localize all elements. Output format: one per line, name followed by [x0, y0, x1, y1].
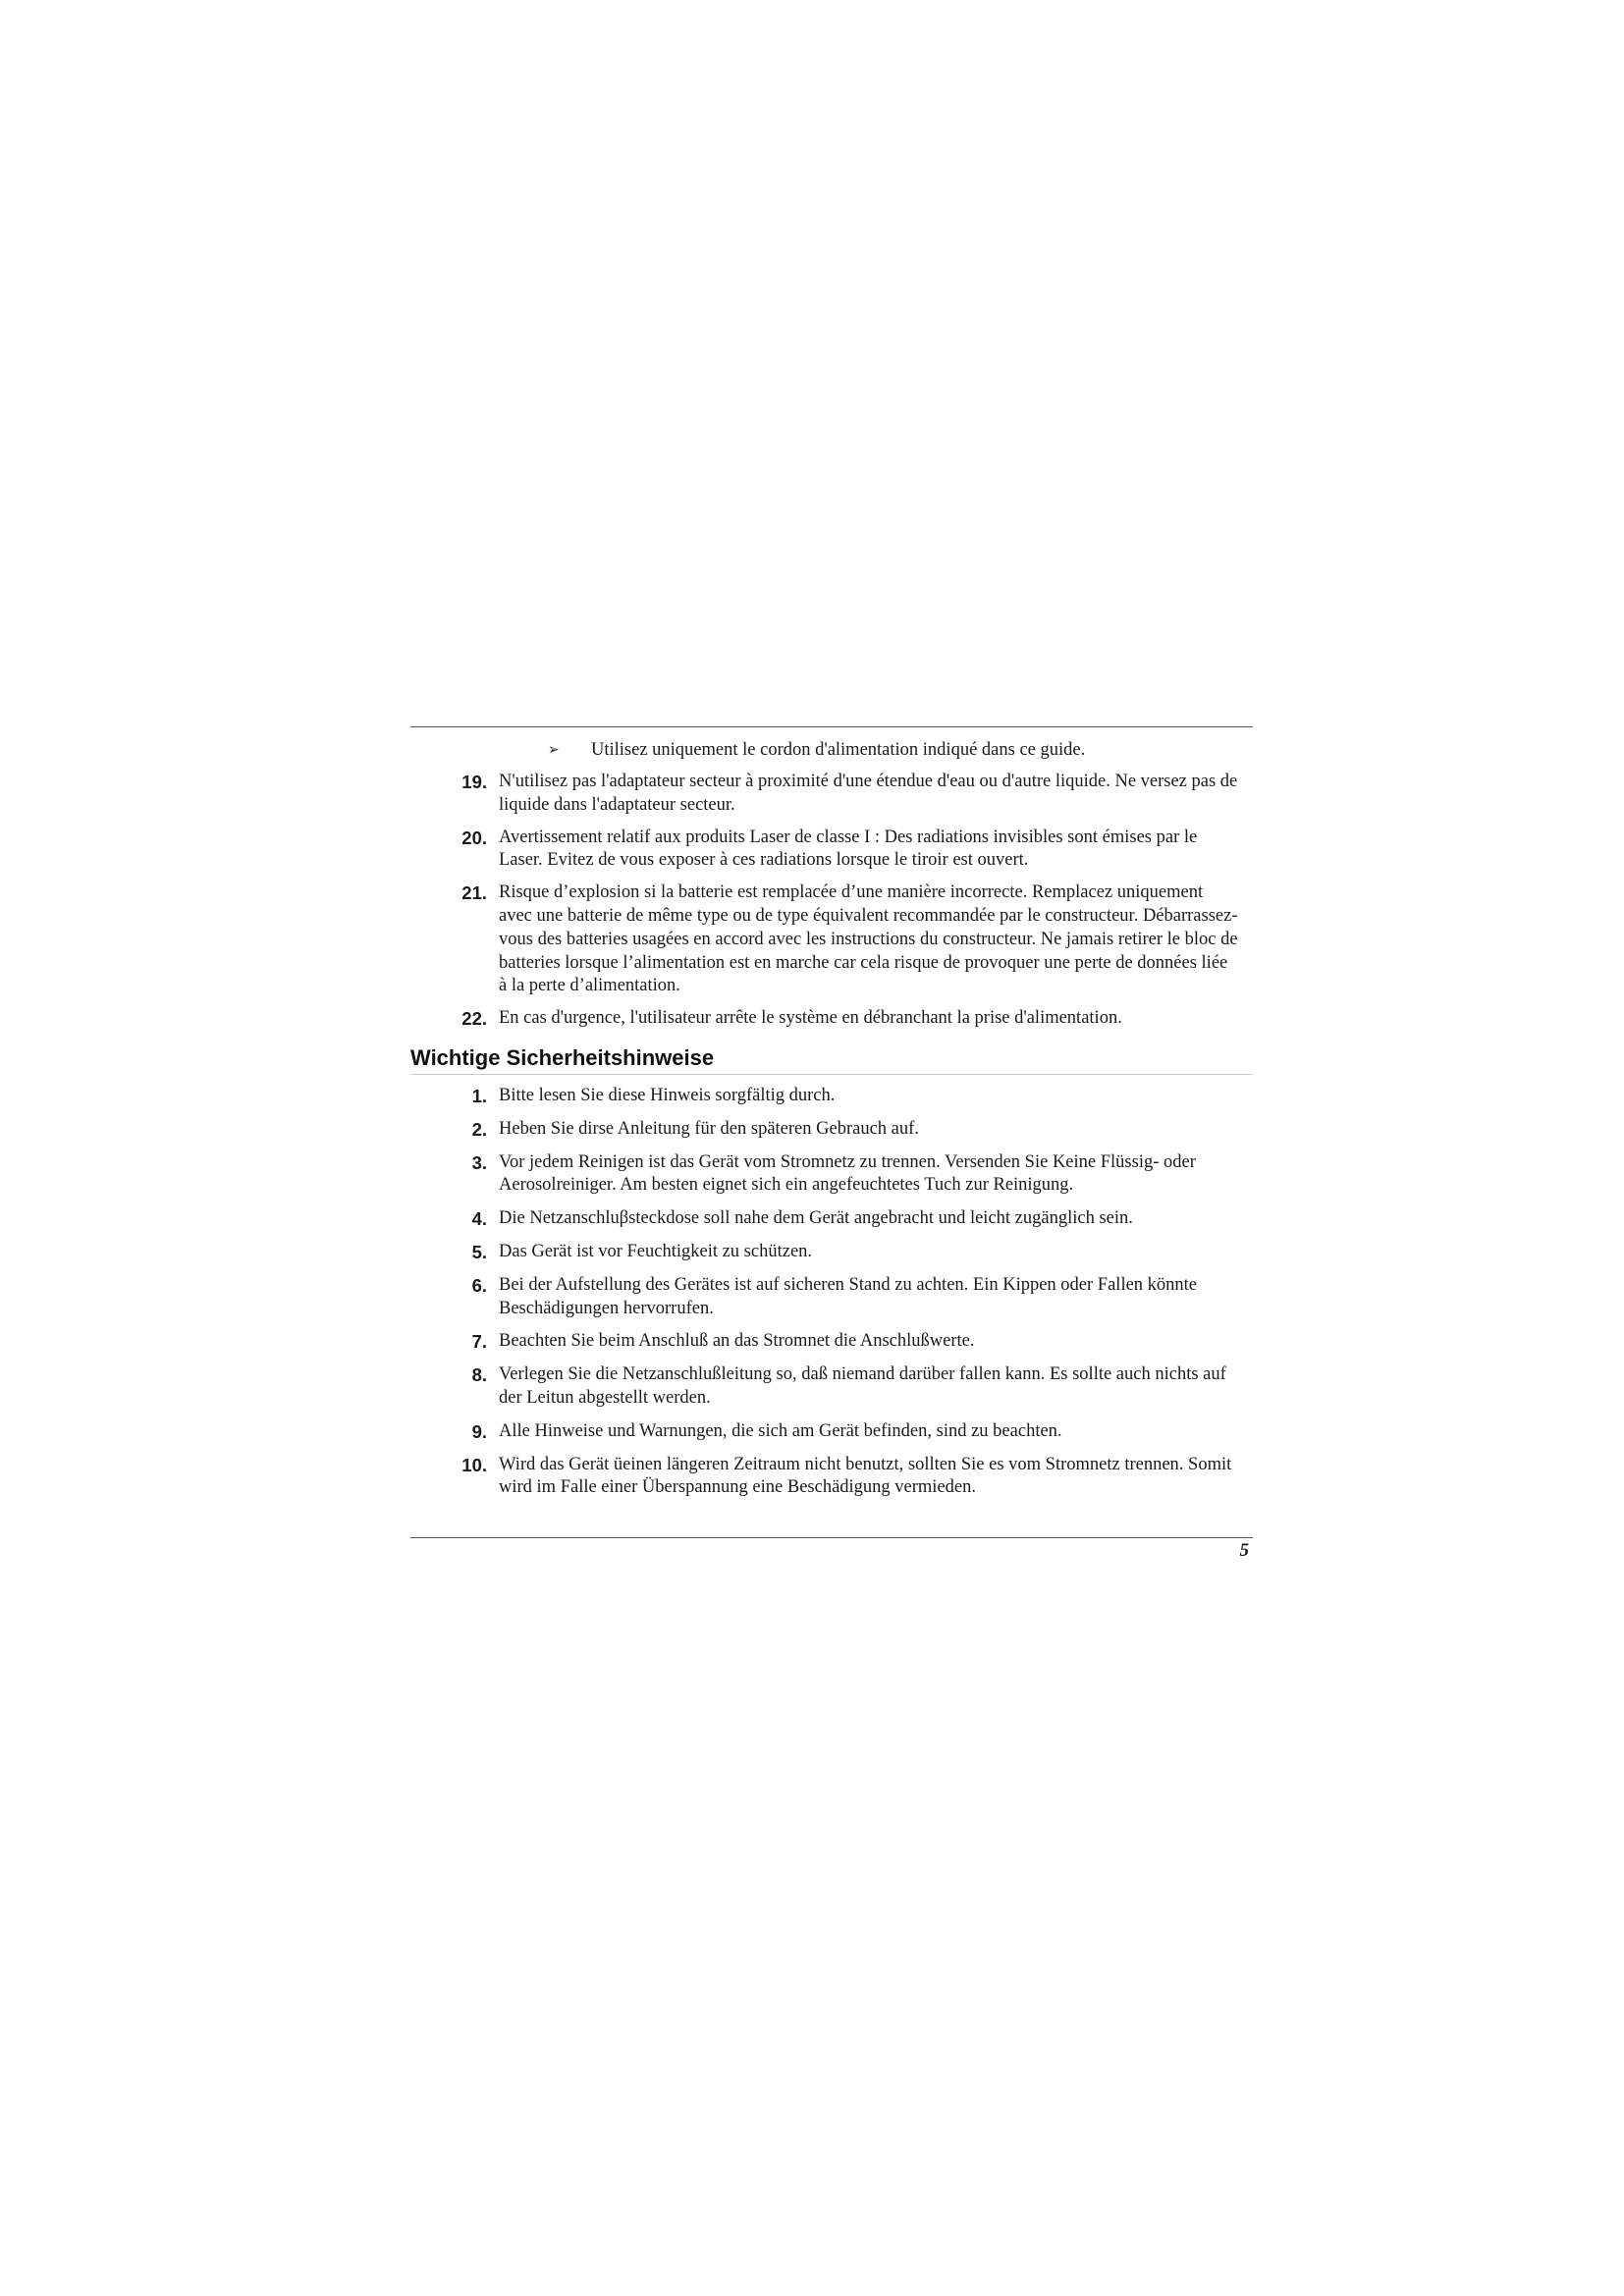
list-item: [410, 827, 1253, 874]
item-number: 6.: [471, 1274, 487, 1296]
list-item: [410, 1330, 1253, 1354]
bullet-text: Utilisez uniquement le cordon d'alimentation indiqué dans ce guide.: [591, 740, 1086, 760]
arrow-bullet-icon: ➢: [548, 742, 560, 758]
item-text: Wird das Gerät üeinen längeren Zeitraum nicht benutzt, sollten Sie es vom Stromnetz trennen. Somit wird im Falle einer Überspannung eine Beschädigung vermieden.: [499, 1454, 1232, 1498]
section-heading: Wichtige Sicherheitshinweise: [410, 1044, 715, 1070]
item-number: 9.: [471, 1420, 487, 1442]
heading-rule: [410, 1074, 1253, 1075]
list-item: [410, 1420, 1253, 1444]
item-number: 1.: [471, 1085, 487, 1106]
item-text: Bitte lesen Sie diese Hinweis sorgfältig durch.: [499, 1085, 836, 1105]
item-text: Bei der Aufstellung des Gerätes ist auf sicheren Stand zu achten. Ein Kippen oder Fallen könnte Beschädigungen hervorrufen.: [499, 1274, 1198, 1318]
item-number: 10.: [461, 1454, 487, 1475]
list-item: [410, 1363, 1253, 1411]
item-number: 7.: [471, 1331, 487, 1353]
item-number: 5.: [471, 1241, 487, 1262]
item-text: Beachten Sie beim Anschluß an das Stromnet die Anschlußwerte.: [499, 1331, 975, 1352]
list-item: [410, 1454, 1253, 1501]
item-text: Alle Hinweise und Warnungen, die sich am Gerät befinden, sind zu beachten.: [499, 1420, 1062, 1441]
item-text: Vor jedem Reinigen ist das Gerät vom Stromnetz zu trennen. Versenden Sie Keine Flüssig- oder Aerosolreiniger. Am besten eignet sich ein angefeuchtetes Tuch zur Reinigung.: [499, 1151, 1196, 1196]
item-text: Avertissement relatif aux produits Laser de classe I : Des radiations invisibles sont émises par le Laser. Evitez de vous exposer à ces radiations lorsque le tiroir est ouvert.: [499, 827, 1198, 871]
item-number: 22.: [461, 1008, 487, 1030]
list-item: [410, 1151, 1253, 1199]
item-text: Verlegen Sie die Netzanschlußleitung so, daß niemand darüber fallen kann. Es sollte auch nichts auf der Leitun abgestellt werden.: [499, 1364, 1226, 1408]
item-number: 21.: [461, 882, 487, 904]
manual-page: [410, 726, 1253, 1562]
item-number: 4.: [471, 1208, 487, 1230]
item-number: 3.: [471, 1151, 487, 1173]
item-number: 8.: [471, 1364, 487, 1386]
list-item: [410, 1207, 1253, 1231]
list-item: [410, 1085, 1253, 1108]
item-text: Die Netzanschluβsteckdose soll nahe dem Gerät angebracht und leicht zugänglich sein.: [499, 1208, 1133, 1229]
list-item: [410, 881, 1253, 998]
list-item: [410, 771, 1253, 818]
bullet-item: [410, 738, 1253, 762]
list-item: [410, 1274, 1253, 1321]
item-text: Heben Sie dirse Anleitung für den späteren Gebrauch auf.: [499, 1118, 919, 1139]
item-number: 2.: [471, 1118, 487, 1140]
item-number: 19.: [461, 772, 487, 792]
list-item: [410, 1007, 1253, 1031]
item-text: Das Gerät ist vor Feuchtigkeit zu schützen.: [499, 1241, 813, 1261]
french-list: [410, 771, 1253, 1031]
german-list: [410, 1085, 1253, 1500]
item-number: 20.: [461, 827, 487, 848]
item-text: En cas d'urgence, l'utilisateur arrête le système en débranchant la prise d'alimentation.: [499, 1008, 1122, 1029]
list-item: [410, 1241, 1253, 1264]
item-text: N'utilisez pas l'adaptateur secteur à proximité d'une étendue d'eau ou d'autre liquide. Ne versez pas de liquide dans l'adaptateur secteur.: [499, 772, 1238, 815]
bottom-rule: [410, 1537, 1253, 1538]
top-rule: [410, 726, 1253, 727]
page-number: 5: [1239, 1540, 1249, 1562]
item-text: Risque d’explosion si la batterie est remplacée d’une manière incorrecte. Remplacez uniquement avec une batterie de même type ou de type équivalent recommandée par le constructeur. Débarrassez-vous des batteries usagées en accord avec les instructions du constructeur. Ne jamais retirer le bloc de batteries lorsque l’alimentation est en marche car cela risque de provoquer une perte de données liée à la perte d’alimentation.: [499, 882, 1238, 996]
list-item: [410, 1118, 1253, 1142]
